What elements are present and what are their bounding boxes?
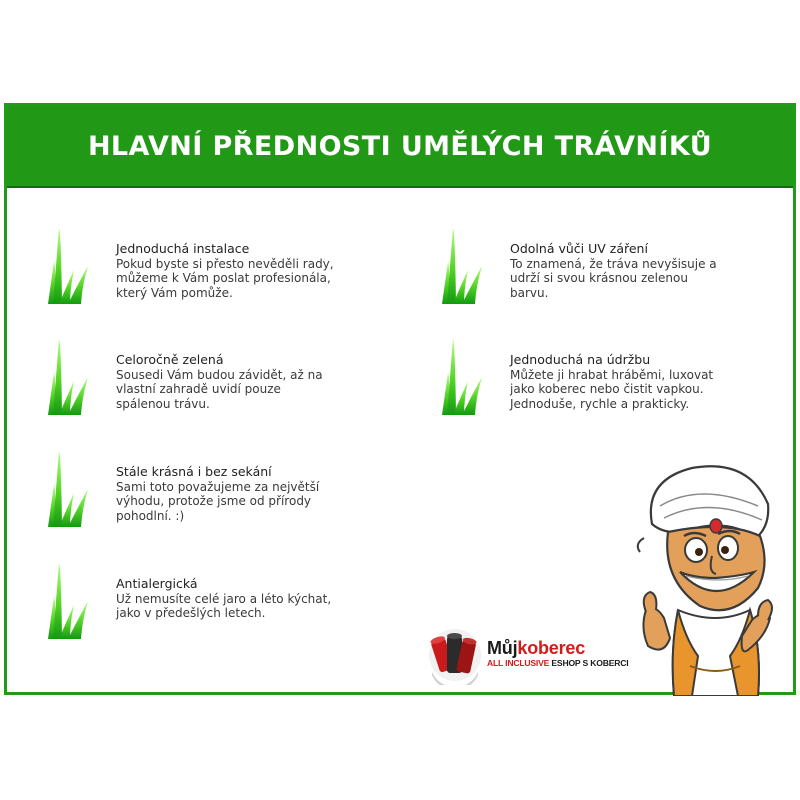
feature-description: Sami toto považujeme za největší výhodu, protože jsme od přírody pohodlní. :) bbox=[116, 479, 320, 523]
rolled-carpets-logo-icon bbox=[426, 625, 486, 685]
feature-title: Stále krásná i bez sekání bbox=[116, 464, 272, 479]
feature-title: Odolná vůči UV záření bbox=[510, 241, 648, 256]
feature-description: Sousedi Vám budou závidět, až na vlastní zahradě uvidí pouze spálenou trávu. bbox=[116, 367, 323, 411]
feature-title: Jednoduchá na údržbu bbox=[510, 352, 651, 367]
feature-description: Můžete ji hrabat hráběmi, luxovat jako koberec nebo čistit vapkou. Jednoduše, rychle a prakticky. bbox=[510, 367, 714, 411]
logo-tagline bbox=[487, 658, 628, 669]
turban-mascot-illustration bbox=[630, 460, 778, 696]
feature-title: Jednoduchá instalace bbox=[116, 241, 250, 256]
grass-icon bbox=[48, 228, 88, 304]
title-banner bbox=[7, 106, 793, 188]
logo-tagline-part1: ALL INCLUSIVE bbox=[487, 658, 550, 668]
grass-icon bbox=[442, 228, 482, 304]
page-title: HLAVNÍ PŘEDNOSTI UMĚLÝCH TRÁVNÍKŮ bbox=[87, 131, 713, 162]
feature-title: Celoročně zelená bbox=[116, 352, 224, 367]
feature-title: Antialergická bbox=[116, 576, 198, 591]
logo-name-part2: koberec bbox=[517, 638, 586, 658]
logo-tagline-part2: ESHOP S KOBERCI bbox=[549, 658, 629, 668]
grass-icon bbox=[48, 451, 88, 527]
logo-name bbox=[487, 639, 628, 658]
grass-icon bbox=[442, 339, 482, 415]
logo-name-part1: Můj bbox=[487, 638, 518, 658]
feature-description: To znamená, že tráva nevyšisuje a udrží si svou krásnou zelenou barvu. bbox=[510, 256, 717, 300]
brand-logo bbox=[426, 625, 636, 685]
grass-icon bbox=[48, 339, 88, 415]
feature-description: Pokud byste si přesto nevěděli rady, můžeme k Vám poslat profesionála, který Vám pomůže. bbox=[116, 256, 334, 300]
feature-description: Už nemusíte celé jaro a léto kýchat, jako v předešlých letech. bbox=[116, 591, 332, 621]
grass-icon bbox=[48, 563, 88, 639]
